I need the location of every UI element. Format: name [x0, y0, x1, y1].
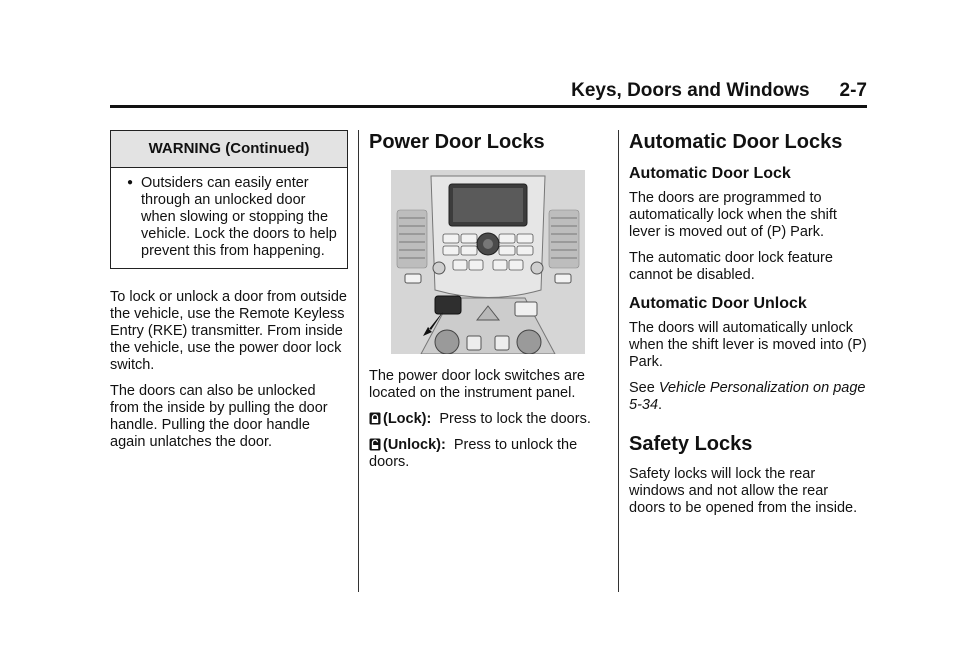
lock-closed-icon: [369, 412, 381, 425]
section-heading-power-door-locks: Power Door Locks: [369, 131, 545, 153]
unlock-term: (Unlock):: [383, 437, 446, 453]
column-3: [629, 130, 867, 526]
column-2: [369, 130, 607, 480]
column-1: [110, 130, 348, 460]
lock-term: (Lock):: [383, 411, 432, 427]
section-heading-safety-locks: Safety Locks: [629, 433, 753, 455]
paragraph-auto-lock-feature: The automatic door lock feature cannot be disabled.: [629, 250, 833, 283]
paragraph-rke: To lock or unlock a door from outside the vehicle, use the Remote Keyless Entry (RKE) transmitter. From inside the vehicle, use the power door lock switch.: [110, 289, 347, 373]
column-divider-1: [358, 130, 359, 592]
header-rule: [110, 105, 867, 108]
paragraph-safety-locks: Safety locks will lock the rear windows and not allow the rear doors to be opened from the inside.: [629, 466, 858, 516]
paragraph-unlock-handle: The doors can also be unlocked from the inside by pulling the door handle. Pulling the door handle again unlatches the door.: [110, 383, 328, 450]
lock-item: [369, 411, 607, 428]
unlock-item: [369, 437, 607, 471]
section-title: Keys, Doors and Windows: [571, 80, 810, 101]
warning-title: WARNING (Continued): [111, 131, 347, 168]
warning-box: [110, 130, 348, 269]
see-suffix: .: [658, 397, 663, 413]
paragraph-auto-unlock: The doors will automatically unlock when the shift lever is moved into (P) Park.: [629, 320, 867, 370]
page-header: [110, 80, 867, 102]
section-heading-automatic-door-locks: Automatic Door Locks: [629, 131, 843, 153]
subheading-automatic-door-unlock: Automatic Door Unlock: [629, 295, 807, 312]
lock-open-icon: [369, 438, 381, 451]
bullet-icon: ●: [127, 177, 134, 188]
see-prefix: See: [629, 380, 659, 396]
subheading-automatic-door-lock: Automatic Door Lock: [629, 165, 791, 182]
warning-body: [111, 168, 347, 268]
unlock-description: Press to unlock the doors.: [369, 437, 578, 470]
lock-description: Press to lock the doors.: [439, 411, 591, 427]
column-divider-2: [618, 130, 619, 592]
paragraph-see-reference: [629, 380, 867, 414]
instrument-panel-drawing: [391, 170, 585, 354]
warning-bullet-text: Outsiders can easily enter through an unlocked door when slowing or stopping the vehicle. Lock the doors to help prevent this from happening.: [141, 175, 337, 259]
paragraph-switch-location: The power door lock switches are located on the instrument panel.: [369, 368, 585, 401]
instrument-panel-illustration: [391, 170, 585, 354]
page-number: 2-7: [839, 80, 867, 101]
cross-reference-link[interactable]: Vehicle Personalization on page 5-34: [629, 380, 866, 413]
paragraph-auto-lock: The doors are programmed to automatically lock when the shift lever is moved out of (P) Park.: [629, 190, 837, 240]
